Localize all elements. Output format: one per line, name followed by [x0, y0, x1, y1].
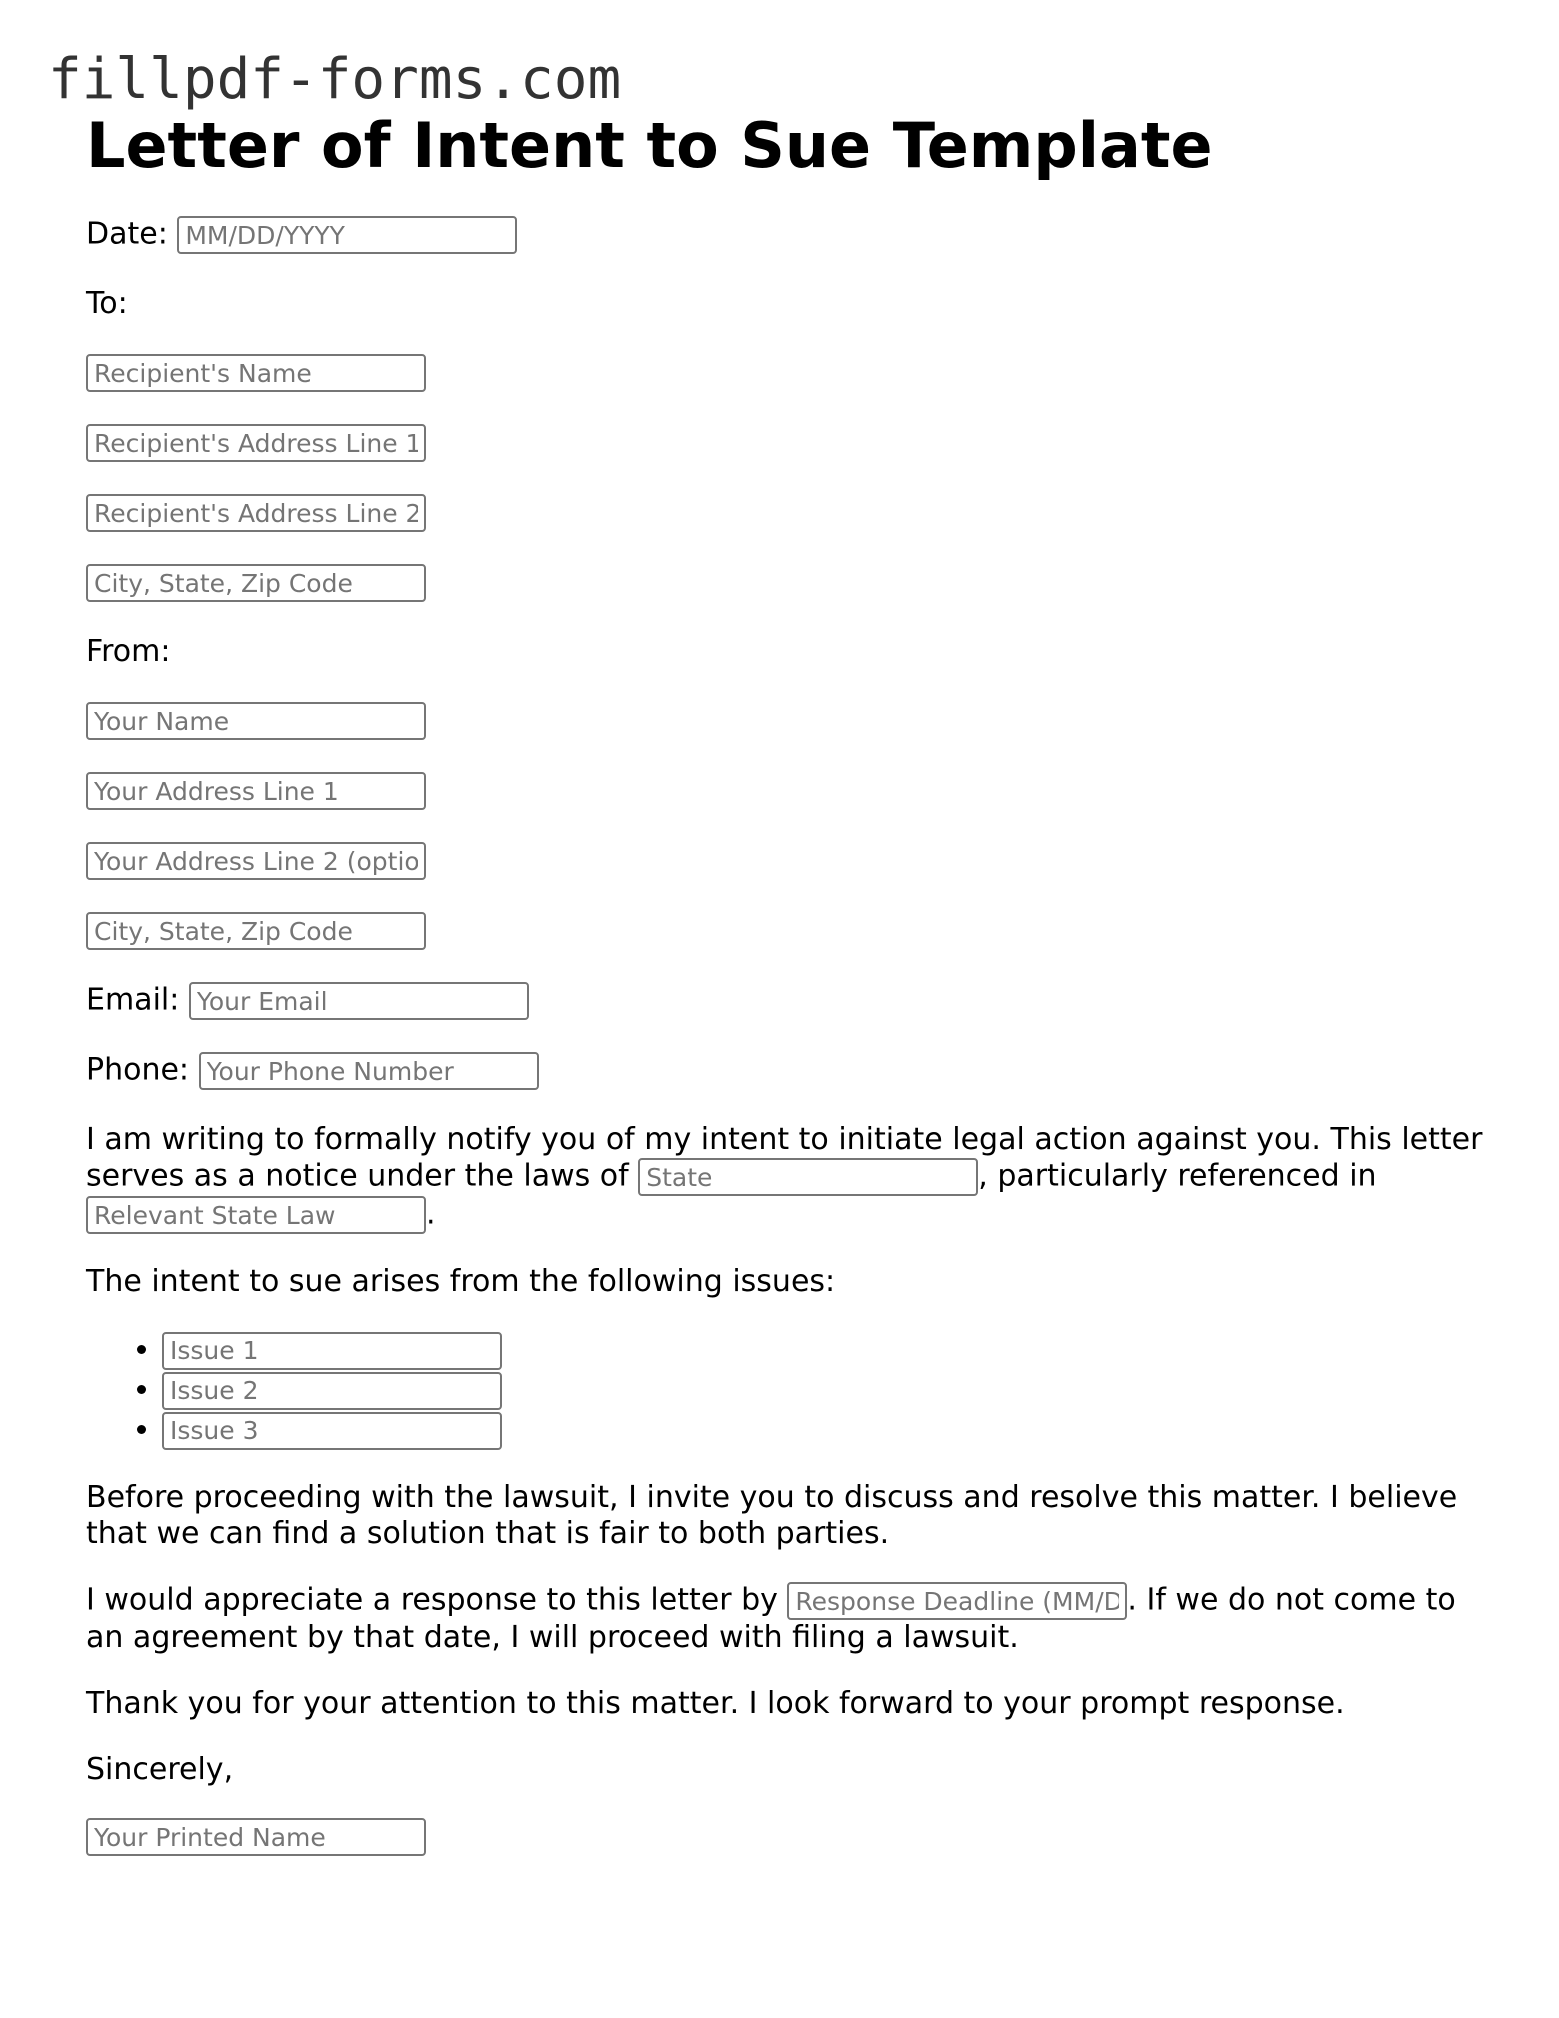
- phone-label: Phone:: [86, 1052, 190, 1088]
- recipient-name-input[interactable]: [86, 354, 426, 392]
- closing-text: Sincerely,: [86, 1752, 234, 1787]
- response-deadline-input[interactable]: [787, 1582, 1127, 1620]
- recipient-address-line1-input[interactable]: [86, 424, 426, 462]
- state-law-input[interactable]: [86, 1196, 426, 1234]
- issue-1-input[interactable]: [162, 1332, 502, 1370]
- recipient-block: [86, 354, 1486, 602]
- resolve-paragraph: Before proceeding with the lawsuit, I invite you to discuss and resolve this matter. I believe that we can find a solution that is fair to both parties.: [86, 1480, 1458, 1551]
- list-item: [162, 1370, 1486, 1410]
- notice-text-2: , particularly referenced in: [978, 1158, 1377, 1194]
- recipient-city-state-zip-input[interactable]: [86, 564, 426, 602]
- issue-3-input[interactable]: [162, 1412, 502, 1450]
- issues-list: [86, 1330, 1486, 1450]
- printed-name-input[interactable]: [86, 1818, 426, 1856]
- notice-text-1: I am writing to formally notify you of my intent to initiate legal action against you. This letter serves as a notice under the laws of: [86, 1122, 1483, 1194]
- email-row: [86, 982, 1486, 1020]
- deadline-paragraph: [86, 1582, 1486, 1656]
- letter-form: [86, 106, 1486, 1886]
- list-item: [162, 1330, 1486, 1370]
- list-item: [162, 1410, 1486, 1450]
- sender-address-line2-input[interactable]: [86, 842, 426, 880]
- page-title: Letter of Intent to Sue Template: [86, 109, 1213, 182]
- notice-text-3: .: [426, 1196, 436, 1232]
- deadline-text-2: . If we do not come to an agreement by that date, I will proceed with filing a lawsuit.: [86, 1582, 1456, 1655]
- sender-address-line1-input[interactable]: [86, 772, 426, 810]
- sender-block: [86, 702, 1486, 950]
- sender-city-state-zip-input[interactable]: [86, 912, 426, 950]
- recipient-address-line2-input[interactable]: [86, 494, 426, 532]
- date-label: Date:: [86, 216, 168, 252]
- to-label: To:: [86, 286, 128, 321]
- email-label: Email:: [86, 982, 180, 1018]
- sender-name-input[interactable]: [86, 702, 426, 740]
- site-watermark: fillpdf-forms.com: [48, 47, 622, 112]
- email-input[interactable]: [189, 982, 529, 1020]
- issue-2-input[interactable]: [162, 1372, 502, 1410]
- phone-row: [86, 1052, 1486, 1090]
- state-input[interactable]: [638, 1158, 978, 1196]
- deadline-text-1: I would appreciate a response to this letter by: [86, 1582, 788, 1618]
- date-row: [86, 216, 1486, 254]
- printed-name-row: [86, 1818, 1486, 1856]
- issues-intro: The intent to sue arises from the following issues:: [86, 1264, 836, 1299]
- notice-paragraph: [86, 1122, 1486, 1234]
- from-label: From:: [86, 634, 171, 669]
- phone-input[interactable]: [199, 1052, 539, 1090]
- thanks-paragraph: Thank you for your attention to this matter. I look forward to your prompt response.: [86, 1686, 1345, 1721]
- date-input[interactable]: [177, 216, 517, 254]
